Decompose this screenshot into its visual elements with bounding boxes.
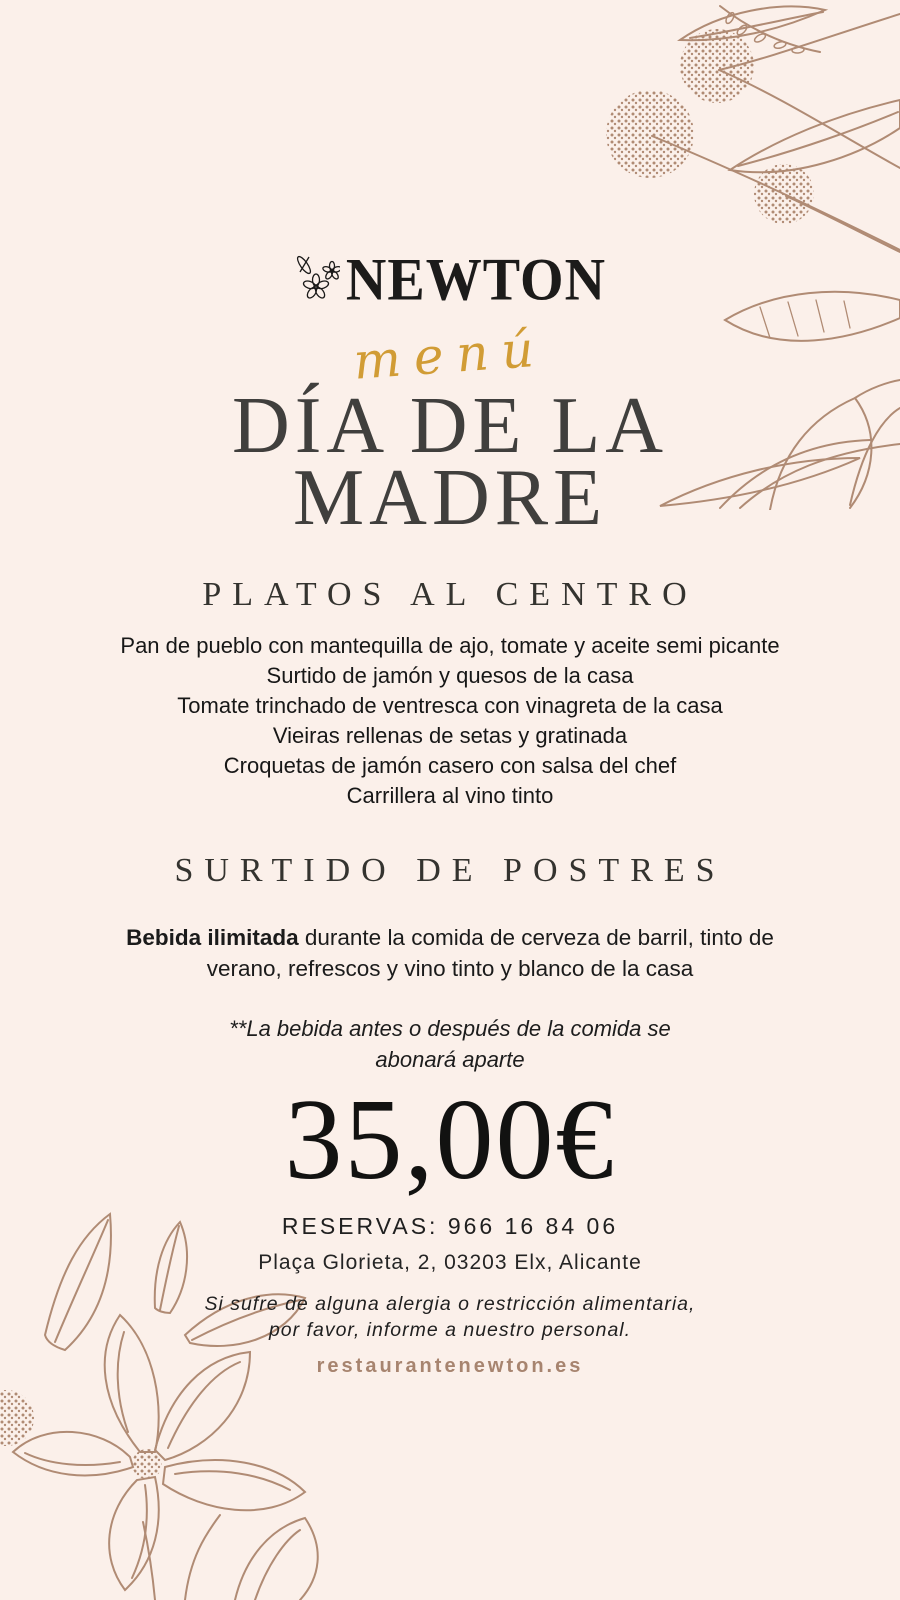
allergy-note-line2: por favor, informe a nuestro personal. (268, 1319, 632, 1341)
logo-flower-icon (294, 251, 340, 309)
menu-item: Pan de pueblo con mantequilla de ajo, tomate y aceite semi picante (120, 633, 780, 658)
restaurant-address: Plaça Glorieta, 2, 03203 Elx, Alicante (258, 1251, 642, 1274)
drinks-bold-lead: Bebida ilimitada (126, 925, 299, 950)
page-title-line2: MADRE (293, 454, 607, 542)
drinks-paragraph (0, 922, 900, 984)
section-heading-platos: PLATOS AL CENTRO (202, 576, 698, 613)
menu-item: Surtido de jamón y quesos de la casa (266, 663, 634, 688)
menu-item-list (0, 631, 900, 811)
drinks-note-line2: abonará aparte (375, 1047, 525, 1072)
menu-item: Tomate trinchado de ventresca con vinagreta de la casa (177, 693, 723, 718)
drinks-rest: durante la comida de cerveza de barril, tinto de verano, refrescos y vino tinto y blanco de la casa (206, 925, 774, 981)
website-url: restaurantenewton.es (316, 1355, 584, 1377)
menu-price: 35,00€ (284, 1076, 616, 1204)
drinks-note-line1: **La bebida antes o después de la comida se (229, 1016, 671, 1041)
section-heading-postres: SURTIDO DE POSTRES (174, 852, 726, 889)
allergy-note (0, 1291, 900, 1343)
brand-logo-text: NEWTON (345, 246, 607, 314)
allergy-note-line1: Si sufre de alguna alergia o restricción alimentaria, (204, 1293, 696, 1315)
menu-item: Carrillera al vino tinto (346, 783, 554, 808)
drinks-note (0, 1013, 900, 1075)
reservations-phone: RESERVAS: 966 16 84 06 (281, 1213, 619, 1239)
page-title-line1: DÍA DE LA (231, 382, 669, 470)
menu-script-word: menú (351, 319, 549, 391)
menu-item: Croquetas de jamón casero con salsa del chef (223, 753, 677, 778)
menu-item: Vieiras rellenas de setas y gratinada (272, 723, 628, 748)
brand-logo (0, 248, 900, 312)
